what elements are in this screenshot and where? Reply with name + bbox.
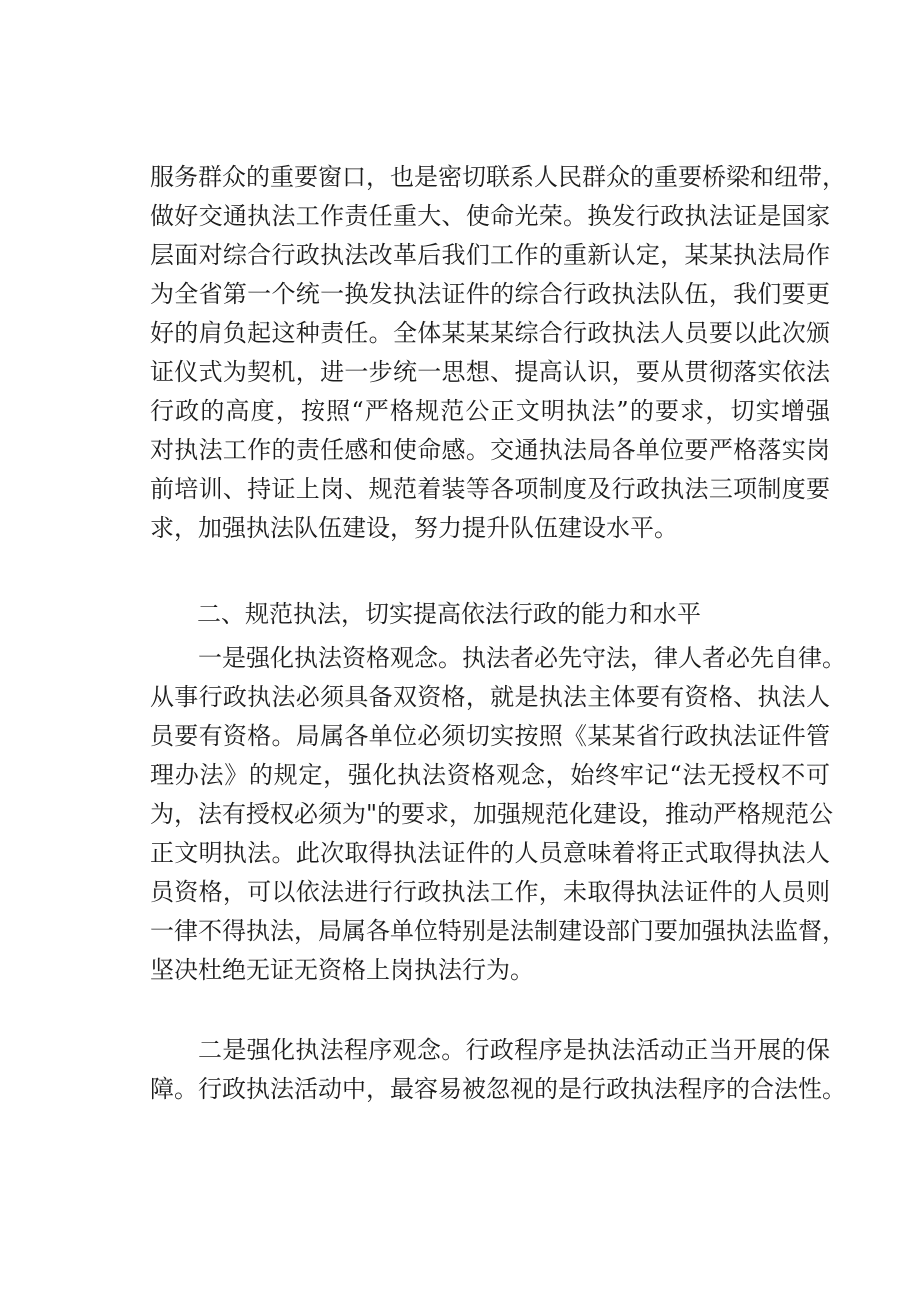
- paragraph-1-line: 对执法工作的责任感和使命感。交通执法局各单位要严格落实岗: [150, 436, 830, 464]
- paragraph-3-line: 二是强化执法程序观念。行政程序是执法活动正当开展的保: [198, 1036, 830, 1064]
- paragraph-1-line: 层面对综合行政执法改革后我们工作的重新认定，某某执法局作: [150, 241, 830, 269]
- paragraph-3-line: 障。行政执法活动中，最容易被忽视的是行政执法程序的合法性。: [150, 1075, 846, 1103]
- paragraph-1: [150, 158, 846, 548]
- paragraph-2-line: 为，法有授权必须为"的要求，加强规范化建设，推动严格规范公: [150, 800, 834, 828]
- paragraph-2-line: 一律不得执法，局属各单位特别是法制建设部门要加强执法监督，: [150, 917, 846, 945]
- paragraph-2-line: 员资格，可以依法进行行政执法工作，未取得执法证件的人员则: [150, 878, 830, 906]
- paragraph-1-line: 前培训、持证上岗、规范着装等各项制度及行政执法三项制度要: [150, 475, 830, 503]
- paragraph-1-line: 做好交通执法工作责任重大、使命光荣。换发行政执法证是国家: [150, 202, 830, 230]
- paragraph-1-line: 好的肩负起这种责任。全体某某某综合行政执法人员要以此次颁: [150, 319, 830, 347]
- paragraph-2-line: 理办法》的规定，强化执法资格观念，始终牢记“法无授权不可: [150, 761, 830, 789]
- paragraph-2-line: 从事行政执法必须具备双资格，就是执法主体要有资格、执法人: [150, 683, 830, 711]
- paragraph-2-line: 员要有资格。局属各单位必须切实按照《某某省行政执法证件管: [150, 722, 830, 750]
- paragraph-2-line: 一是强化执法资格观念。执法者必先守法，律人者必先自律。: [198, 644, 846, 672]
- paragraph-2: [150, 639, 846, 990]
- paragraph-2-line: 坚决杜绝无证无资格上岗执法行为。: [150, 956, 534, 984]
- paragraph-1-line: 服务群众的重要窗口，也是密切联系人民群众的重要桥梁和纽带，: [150, 163, 846, 191]
- paragraph-1-line: 为全省第一个统一换发执法证件的综合行政执法队伍，我们要更: [150, 280, 830, 308]
- paragraph-1-line: 求，加强执法队伍建设，努力提升队伍建设水平。: [150, 514, 678, 542]
- paragraph-2-line: 正文明执法。此次取得执法证件的人员意味着将正式取得执法人: [150, 839, 830, 867]
- paragraph-1-line: 证仪式为契机，进一步统一思想、提高认识，要从贯彻落实依法: [150, 358, 830, 386]
- section-heading: 二、规范执法，切实提高依法行政的能力和水平: [197, 600, 701, 628]
- paragraph-3: [150, 1031, 846, 1109]
- paragraph-1-line: 行政的高度，按照“严格规范公正文明执法”的要求，切实增强: [150, 397, 830, 425]
